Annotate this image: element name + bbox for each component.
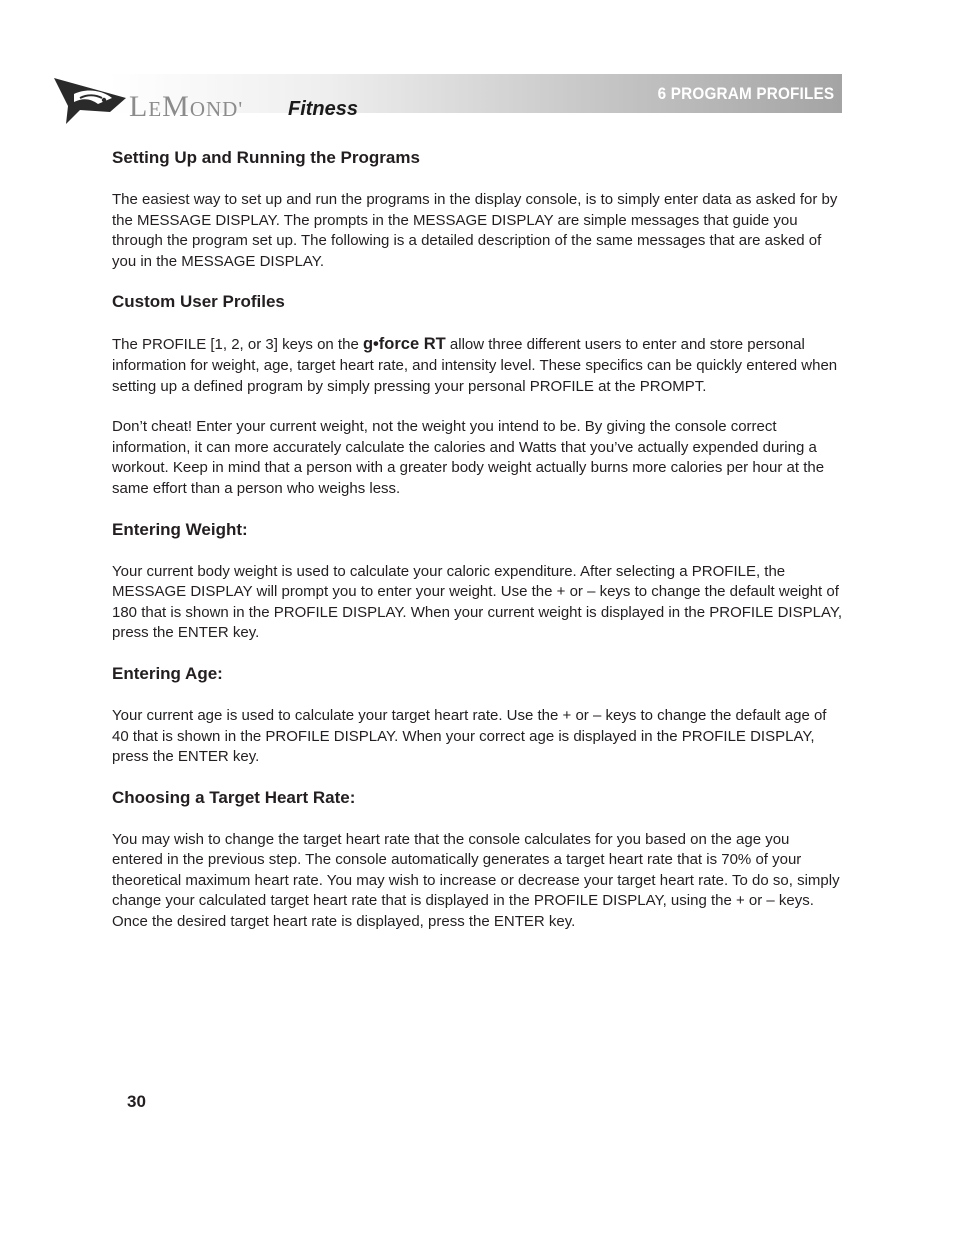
product-name: g•force RT — [362, 335, 446, 354]
heading-entering-age: Entering Age: — [112, 663, 223, 683]
page-number: 30 — [127, 1092, 146, 1111]
paragraph-profile-keys: The PROFILE [1, 2, or 3] keys on the g•force RT allow three different users to enter and store personal information for weight, age, target heart rate, and intensity level. These specifics can be quickly entered when setting up a defined program by simply pressing your personal PROFILE at the PROMPT. — [112, 335, 838, 395]
section-title: 6 PROGRAM PROFILES — [657, 84, 834, 103]
lemond-fitness-logo — [52, 76, 412, 128]
heading-target-heart-rate: Choosing a Target Heart Rate: — [112, 787, 356, 807]
fitness-wordmark: Fitness — [288, 98, 359, 120]
paragraph-entering-weight: Your current body weight is used to calculate your caloric expenditure. After selecting a PROFILE, the MESSAGE DISPLAY will prompt you to enter your weight. Use the + or – keys to change the default weight of 180 that is shown in the PROFILE DISPLAY. When your current weight is displayed in the PROFILE DISPLAY, press the ENTER key. — [112, 562, 843, 642]
lemond-wordmark: LEMOND' — [129, 90, 244, 123]
eagle-head-icon — [52, 76, 128, 126]
heading-setting-up: Setting Up and Running the Programs — [112, 148, 420, 167]
paragraph-dont-cheat: Don’t cheat! Enter your current weight, not the weight you intend to be. By giving the console correct information, it can more accurately calculate the calories and Watts that you’ve actually expended during a workout. Keep in mind that a person with a greater body weight actually burns more calories per hour at the same effort than a person who weighs less. — [112, 418, 825, 497]
paragraph-target-heart-rate: You may wish to change the target heart rate that the console calculates for you based on the age you entered in the previous step. The console automatically generates a target heart rate that is 70% of your theoretical maximum heart rate. You may wish to increase or decrease your target heart rate. To do so, simply change your calculated target heart rate that is displayed in the PROFILE DISPLAY, using the + or – keys. Once the desired target heart rate is displayed, press the ENTER key. — [112, 830, 840, 931]
paragraph-setting-up: The easiest way to set up and run the programs in the display console, is to simply enter data as asked for by the MESSAGE DISPLAY. The prompts in the MESSAGE DISPLAY are simple messages that guide you through the program set up. The following is a detailed description of the same messages that are asked of you in the MESSAGE DISPLAY. — [112, 191, 838, 270]
heading-entering-weight: Entering Weight: — [112, 519, 248, 539]
heading-custom-user-profiles: Custom User Profiles — [112, 292, 285, 312]
page-content — [112, 146, 844, 953]
paragraph-entering-age: Your current age is used to calculate your target heart rate. Use the + or – keys to change the default age of 40 that is shown in the PROFILE DISPLAY. When your correct age is displayed in the PROFILE DISPLAY, press the ENTER key. — [112, 706, 827, 766]
